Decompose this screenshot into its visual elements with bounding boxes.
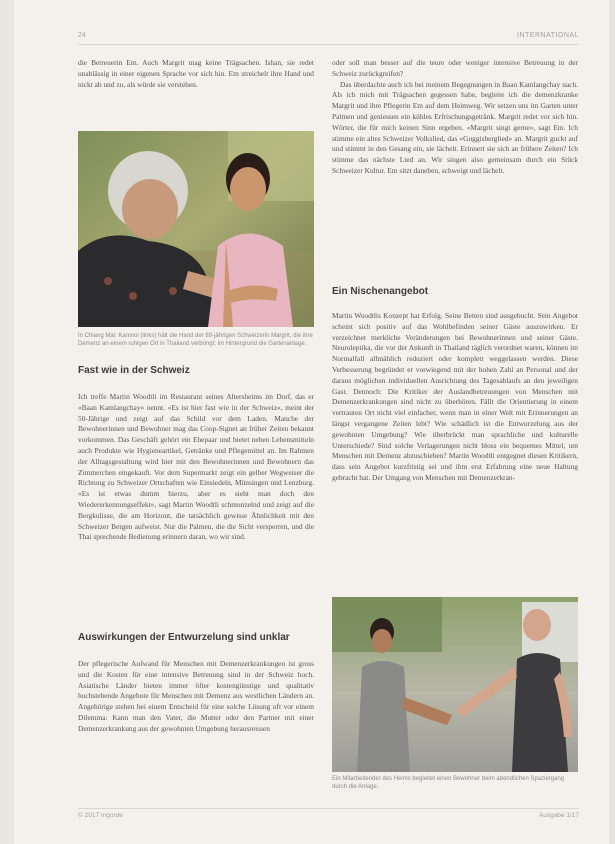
section-fast-wie-in-der-schweiz bbox=[78, 365, 314, 543]
running-header bbox=[78, 32, 579, 44]
running-footer bbox=[78, 812, 579, 824]
footer-right: Ausgabe 1/17 bbox=[538, 812, 579, 819]
photo2-caption-block bbox=[332, 775, 578, 792]
section2-paragraph: Der pflegerische Aufwand für Menschen mit Demenzerkrankungen ist gross und die Kosten für eine intensive Betreuung sind in der Schweiz hoch. Asiatische Länder bieten immer öfter kostengünstige und qualitativ hochstehende Angebote für Menschen mit Demenz aus westlichen Ländern an. Angehörige stehen bei einem Entscheid für eine solche Lösung oft vor einem Dilemma: Kann man den Vater, die Mutter oder den Partner mit einer Demenzerkrankung aus der gewohnten Umgebung herausreissen bbox=[78, 659, 314, 733]
section-nischenangebot bbox=[332, 286, 578, 484]
footer-rule bbox=[78, 808, 579, 809]
header-rule bbox=[78, 44, 579, 45]
photo2-caption: Ein Mitarbeitender des Heims begleitet einen Bewohner beim abendlichen Spaziergang durch die Anlage. bbox=[332, 776, 565, 791]
photo-caregiver-illustration bbox=[78, 131, 314, 327]
section2-heading: Auswirkungen der Entwurzelung sind unklar bbox=[78, 632, 290, 643]
section1-paragraph: Ich treffe Martin Woodtli im Restaurant seines Altersheims im Dorf, das er «Baan Kamlangchay» nennt. «Es ist hier fast wie in der Schweiz», meint der 50-Jährige und zeigt auf das Schild vor dem Laden. Manche der Bewohnerinnen und Bewohner mag das Coop-Signet an früher Zeiten bekannt vorkommen. Das Geschäft gehört ein Ehepaar und bietet neben Lebensmitteln auch Produkte wie Hygieneartikel, Getränke und Pflegemittel an. Im Rahmen der Alltagsgestaltung wird hier mit den Bewohnerinnen und Bewohnern das Zimmerchen eingekauft. Vor dem Supermarkt zeigt ein gelber Wegweiser die Richtung zu Schweizer Ortschaften wie Einsiedeln, Münsingen und Lenzburg. «Es ist etwas dumm hierzu, aber es sieht man doch den Wiedererkennungseffekt», sagt Martin Woodtli schmunzelnd und zeigt auf die Bergkulisse, die am Horizont, die tatsächlich gewisse Ähnlichkeit mit den Schweizer Bergen aufweist. Nur die Palmen, die die Sicht versperren, und die Thai sprechende Bedienung erinnern daran, wo wir sind. bbox=[78, 392, 314, 542]
photo1-caption-block bbox=[78, 332, 314, 349]
photo-walking-residents bbox=[332, 597, 578, 772]
page-right-edge bbox=[609, 0, 615, 844]
section-label: INTERNATIONAL bbox=[517, 32, 579, 39]
photo-walk-illustration bbox=[332, 597, 578, 772]
left-column-intro bbox=[78, 58, 314, 90]
section3-paragraph: Martin Woodtlis Konzept hat Erfolg. Seine Betten sind ausgebucht. Sein Angebot scheint sich positiv auf das Wohlbefinden seiner Gäste auszuwirken. Er verzeichnet merkliche Veränderungen bei Bewohnerinnen und seiner Gäste. Neuroleptika, die vor der Ankunft in Thailand täglich verordnet waren, können im Normalfall allmählich reduziert oder komplett weggelassen werden. Diese Verbesserung begründet er vorwiegend mit der hohen Zahl an Personal und der daraus möglichen individuellen Ausrichtung des Tagesablaufs an den jeweiligen Gast. Dennoch: Die Kritiker der Auslandbetreuungen von Menschen mit Demenzerkrankungen sind nicht zu überhören. Fällt die Orientierung in einem vertrauten Ort nicht viel einfacher, wenn man in einer Welt mit Erinnerungen an längst vergangene Zeiten lebt? Wie schädlich ist die Entwurzelung aus der gewohnten Umgebung? Wie überbrückt man sprachliche und kulturelle Unterschiede? Sind solche Verlagerungen nicht bloss ein bequemes Mittel, um Menschen mit Demenz abzuschieben? Martin Woodtli entgegnet diesen Kritikern, dass sein Angebot kurzfristig sei und ihm erst Erfahrung eine neue Haltung gebracht hat. Der Umgang von Menschen mit Demenzerkran- bbox=[332, 311, 578, 482]
right-paragraph-2: Das überdachte auch ich bei meinem Begegnungen in Baan Kamlangchay nach. Als ich mich mit Trägsachen gegessen habe, begleite ich die demenzkranke Margrit und ihre Pflegerin Em auf dem Heimweg. Wir setzen uns im Garten unter Palmen und geniessen ein kühles Erfrischungsgetränk. Margrit redet vor sich hin. Wörter, die für mich keinen Sinn ergeben. «Margrit singt gerne», sagt Em. Ich stimme ein altes Schweizer Volkslied, das «Guggisberglied» an. Margrit guckt auf und stimmt in den Gesang ein, sie lächelt. Erinnert sie sich an frühere Zeiten? Ich stimme das nächste Lied an. Wir singen also gemeinsam durch ein Stück Schweizer Kultur. Em sitzt daneben, schweigt und lächelt. bbox=[332, 79, 578, 175]
right-paragraph-1: oder soll man besser auf die teure oder weniger intensive Betreuung in der Schweiz zurückgreifen? bbox=[332, 58, 578, 78]
photo1-caption: In Chiang Mai: Kamnoi (links) hält die Hand der 89-jährigen Schweizerin Margrit, die ihre Demenz an einem ruhigen Ort in Thailand verbringt; im Hintergrund die Gartenanlage. bbox=[78, 333, 313, 348]
section-entwurzelung bbox=[78, 632, 314, 735]
section3-heading: Ein Nischenangebot bbox=[332, 286, 429, 297]
right-column-intro bbox=[332, 58, 578, 177]
section1-heading: Fast wie in der Schweiz bbox=[78, 365, 190, 376]
footer-left: © 2017 Ingorde bbox=[78, 812, 123, 819]
photo-caregiver-and-resident bbox=[78, 131, 314, 327]
page-binding-edge bbox=[0, 0, 14, 844]
page-number: 24 bbox=[78, 32, 86, 39]
intro-paragraph: die Betreuerin Em. Auch Margrit mag keine Trägsachen. Ishan, sie redet unablässig in einer eigenen Sprache vor sich hin. Em streichelt ihre Hand und nickt ab und zu, als würde sie verstehen. bbox=[78, 58, 314, 89]
